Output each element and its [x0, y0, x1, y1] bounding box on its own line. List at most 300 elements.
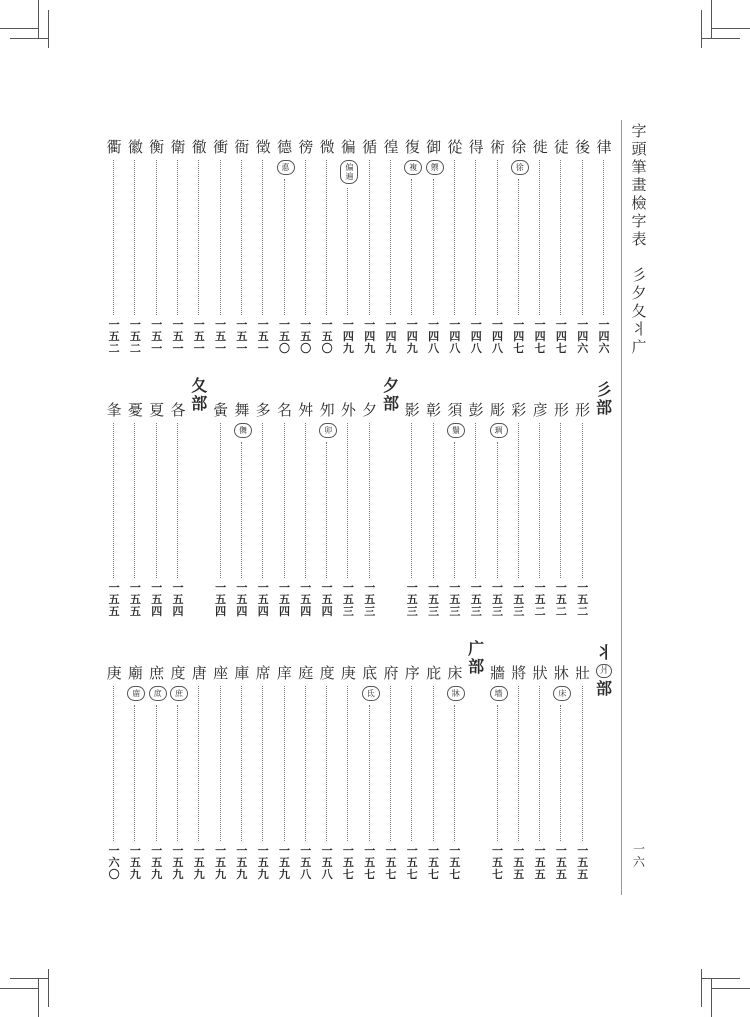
dot-leader: [156, 705, 157, 841]
dot-leader: [369, 423, 370, 578]
page-reference: 一 五 四: [151, 581, 163, 618]
variant-note: 庻: [149, 686, 167, 701]
entry-character: 將: [511, 664, 527, 682]
page-reference: 一 四 九: [342, 318, 354, 355]
page-reference: 一 五 三: [428, 581, 440, 618]
entry-character: 舞: [234, 401, 250, 419]
dot-leader: [305, 686, 306, 841]
entry-character: 術: [489, 138, 505, 156]
dot-leader: [539, 686, 540, 841]
entry-character: 多: [255, 401, 271, 419]
index-entry: [509, 401, 529, 626]
page-reference: 一 四 七: [534, 318, 546, 355]
dot-leader: [326, 160, 327, 315]
index-entry: [338, 138, 358, 363]
variant-note: 禦: [426, 160, 444, 175]
index-entry: [551, 664, 571, 889]
margin-rule: [621, 120, 622, 895]
dot-leader: [113, 160, 114, 315]
radical-glyph: 广: [468, 639, 485, 658]
page-reference: 一 六 〇: [108, 844, 120, 881]
entry-character: 序: [404, 664, 420, 682]
dot-leader: [518, 423, 519, 578]
page-reference: 一 五 四: [300, 581, 312, 618]
entry-character: 舛: [298, 401, 314, 419]
crop-mark: [10, 978, 48, 979]
index-entry: [147, 664, 167, 889]
page-reference: 一 四 八: [492, 318, 503, 355]
dot-leader: [113, 423, 114, 578]
crop-mark: [712, 988, 750, 989]
page-reference: 一 五 九: [236, 844, 248, 881]
index-entry: [488, 664, 508, 889]
crop-mark: [38, 0, 39, 38]
page-reference: 一 五 三: [406, 581, 418, 618]
page-reference: 一 五 九: [215, 844, 227, 881]
page-reference: 一 五 一: [257, 318, 269, 355]
index-entry: [338, 664, 358, 889]
crop-mark: [48, 969, 49, 1007]
index-entry: [125, 401, 145, 626]
entry-character: 彰: [426, 401, 442, 419]
dot-leader: [369, 160, 370, 315]
dot-leader: [305, 423, 306, 578]
dot-leader: [454, 160, 455, 315]
index-entry: [168, 138, 188, 363]
page-reference: 一 五 四: [321, 581, 333, 618]
entry-character: 徐: [511, 138, 527, 156]
variant-note: 卯: [319, 423, 337, 438]
index-entry: [573, 401, 593, 626]
page-reference: 一 五 四: [236, 581, 248, 618]
page-reference: 一 四 九: [364, 318, 376, 355]
dot-leader: [454, 705, 455, 841]
dot-leader: [560, 423, 561, 578]
radical-variant: 爿: [596, 664, 612, 678]
index-entry: [488, 401, 508, 626]
entry-character: 形: [553, 401, 569, 419]
dot-leader: [475, 423, 476, 578]
dot-leader: [326, 442, 327, 578]
page-reference: 一 五 四: [279, 581, 290, 618]
crop-mark: [701, 10, 702, 48]
page-reference: 一 五 九: [129, 844, 141, 881]
page-reference: 一 五 五: [577, 844, 589, 881]
page-reference: 一 四 八: [449, 318, 461, 355]
page-reference: 一 五 九: [257, 844, 269, 881]
index-entry: [594, 138, 614, 363]
page-reference: 一 四 六: [577, 318, 589, 355]
entry-character: 彩: [511, 401, 527, 419]
crop-mark: [10, 38, 48, 39]
index-entry: [573, 138, 593, 363]
dot-leader: [198, 160, 199, 315]
section-header: [594, 643, 614, 889]
dot-leader: [582, 423, 583, 578]
entry-character: 唐: [191, 664, 207, 682]
page-reference: 一 五 四: [215, 581, 227, 618]
page-reference: 一 五 七: [342, 844, 354, 881]
running-head: 字 頭 筆 畫 檢 字 表 彡 夕 夂 丬 广: [631, 122, 647, 356]
index-entry: [253, 138, 273, 363]
dot-leader: [156, 423, 157, 578]
page-reference: 一 五 〇: [321, 318, 333, 355]
page-reference: 一 五 七: [406, 844, 418, 881]
entry-character: 徨: [383, 138, 399, 156]
dot-leader: [241, 442, 242, 578]
crop-mark: [712, 28, 750, 29]
index-entry: [317, 664, 337, 889]
dot-leader: [411, 686, 412, 841]
dot-leader: [497, 442, 498, 578]
page-reference: 一 五 五: [534, 844, 546, 881]
page-reference: 一 四 九: [406, 318, 418, 355]
entry-character: 夏: [149, 401, 165, 419]
index-entry: [360, 138, 380, 363]
entry-character: 微: [319, 138, 335, 156]
entry-character: 須: [447, 401, 463, 419]
dot-leader: [411, 423, 412, 578]
page-reference: 一 五 四: [172, 581, 184, 618]
variant-note: 儛: [234, 423, 252, 438]
page-reference: 一 五 一: [151, 318, 163, 355]
page-reference: 一 五 二: [108, 318, 120, 355]
index-entry: [445, 138, 465, 363]
entry-character: 彭: [468, 401, 484, 419]
page-reference: 一 五 五: [108, 581, 120, 618]
variant-note: 複: [404, 160, 422, 175]
page-reference: 一 五 七: [364, 844, 376, 881]
page-reference: 一 五 九: [193, 844, 205, 881]
page-reference: 一 四 九: [385, 318, 397, 355]
index-entry: [253, 401, 273, 626]
dot-leader: [497, 705, 498, 841]
dot-leader: [241, 686, 242, 841]
dot-leader: [220, 686, 221, 841]
page-reference: 一 五 二: [129, 318, 141, 355]
page-reference: 一 五 五: [555, 844, 567, 881]
section-header: [594, 380, 614, 626]
entry-character: 底: [362, 664, 378, 682]
index-entry: [275, 138, 295, 363]
index-entry: [530, 664, 550, 889]
page-reference: 一 五 三: [449, 581, 461, 618]
index-entry: [253, 664, 273, 889]
index-entry: [402, 664, 422, 889]
entry-character: 庚: [106, 664, 122, 682]
index-entry: [211, 138, 231, 363]
index-entry: [104, 664, 124, 889]
entry-character: 庭: [298, 664, 314, 682]
dot-leader: [582, 160, 583, 315]
index-entry: [125, 664, 145, 889]
page-reference: 一 五 三: [470, 581, 482, 618]
index-entry: [338, 401, 358, 626]
entry-character: 席: [255, 664, 271, 682]
entry-character: 外: [340, 401, 356, 419]
radical-glyph: 彡: [595, 380, 612, 399]
dot-leader: [539, 160, 540, 315]
index-entry: [402, 138, 422, 363]
index-entry: [445, 664, 465, 889]
page-reference: 一 五 九: [172, 844, 184, 881]
entry-character: 復: [404, 138, 420, 156]
entry-character: 夆: [106, 401, 122, 419]
page-reference: 一 五 五: [129, 581, 141, 618]
index-entry: [211, 401, 231, 626]
page-reference: 一 五 二: [555, 581, 567, 618]
entry-character: 各: [170, 401, 186, 419]
index-entry: [402, 401, 422, 626]
page-reference: 一 五 九: [279, 844, 290, 881]
dot-leader: [582, 686, 583, 841]
page-reference: 一 五 一: [236, 318, 248, 355]
index-entry: [275, 664, 295, 889]
entry-character: 度: [170, 664, 186, 682]
dot-leader: [326, 686, 327, 841]
index-entry: [125, 138, 145, 363]
variant-note: 氐: [362, 686, 380, 701]
page-reference: 一 四 七: [513, 318, 525, 355]
dot-leader: [220, 423, 221, 578]
variant-note: 偏 遍: [340, 160, 358, 184]
crop-mark: [701, 969, 702, 1007]
index-entry: [424, 401, 444, 626]
section-header: [466, 639, 486, 889]
dot-leader: [390, 160, 391, 315]
page-reference: 一 五 九: [151, 844, 163, 881]
dot-leader: [262, 160, 263, 315]
entry-character: 徹: [191, 138, 207, 156]
dot-leader: [433, 686, 434, 841]
page-reference: 一 五 〇: [300, 318, 312, 355]
dot-leader: [560, 705, 561, 841]
dot-leader: [305, 160, 306, 315]
page-reference: 一 五 一: [215, 318, 227, 355]
page-reference: 一 五 一: [172, 318, 184, 355]
variant-note: 庿: [127, 686, 145, 701]
entry-character: 庫: [234, 664, 250, 682]
entry-character: 衝: [213, 138, 229, 156]
entry-character: 夕: [362, 401, 378, 419]
page-reference: 一 五 三: [342, 581, 354, 618]
entry-character: 徧: [340, 138, 356, 156]
dot-leader: [411, 179, 412, 315]
section-header: [189, 376, 209, 626]
entry-character: 庇: [426, 664, 442, 682]
entry-character: 德: [276, 138, 292, 156]
dot-leader: [262, 686, 263, 841]
entry-character: 循: [362, 138, 378, 156]
index-entry: [189, 664, 209, 889]
dot-leader: [454, 442, 455, 578]
section-label: 部: [382, 394, 399, 413]
variant-note: 床: [553, 686, 571, 701]
page-reference: 一 五 二: [577, 581, 589, 618]
entry-character: 庚: [340, 664, 356, 682]
page-reference: 一 五 七: [385, 844, 397, 881]
crop-mark: [702, 38, 740, 39]
index-entry: [360, 664, 380, 889]
radical-glyph: 夂: [191, 376, 208, 395]
index-entry: [104, 138, 124, 363]
section-label: 部: [191, 394, 208, 413]
dot-leader: [284, 179, 285, 315]
dot-leader: [347, 188, 348, 315]
page-reference: 一 五 五: [513, 844, 525, 881]
variant-note: 琱: [490, 423, 508, 438]
index-entry: [360, 401, 380, 626]
index-entry: [488, 138, 508, 363]
dot-leader: [241, 160, 242, 315]
entry-character: 徬: [298, 138, 314, 156]
index-entry: [573, 664, 593, 889]
entry-character: 衛: [170, 138, 186, 156]
entry-character: 徒: [553, 138, 569, 156]
index-entry: [147, 138, 167, 363]
entry-character: 憂: [127, 401, 143, 419]
entry-character: 床: [447, 664, 463, 682]
dot-leader: [518, 179, 519, 315]
index-entry: [466, 138, 486, 363]
index-entry: [168, 401, 188, 626]
page-reference: 一 五 一: [193, 318, 205, 355]
crop-mark: [0, 988, 38, 989]
entry-character: 廟: [127, 664, 143, 682]
crop-mark: [38, 979, 39, 1017]
entry-character: 衡: [149, 138, 165, 156]
index-entry: [317, 401, 337, 626]
dot-leader: [177, 423, 178, 578]
entry-character: 彦: [532, 401, 548, 419]
index-entry: [445, 401, 465, 626]
entry-character: 徵: [255, 138, 271, 156]
dot-leader: [262, 423, 263, 578]
entry-character: 牆: [489, 664, 505, 682]
section-label: 部: [468, 657, 485, 676]
dot-leader: [433, 423, 434, 578]
entry-character: 衢: [106, 138, 122, 156]
entry-character: 律: [596, 138, 612, 156]
entry-character: 後: [575, 138, 591, 156]
index-entry: [232, 664, 252, 889]
page-reference: 一 五 四: [257, 581, 269, 618]
radical-glyph: 夕: [382, 376, 399, 395]
entry-character: 衙: [234, 138, 250, 156]
entry-character: 徽: [127, 138, 143, 156]
dot-leader: [347, 423, 348, 578]
variant-note: 悳: [277, 160, 295, 175]
index-entry: [168, 664, 188, 889]
index-entry: [530, 138, 550, 363]
page-reference: 一 五 三: [492, 581, 503, 618]
page-reference: 一 五 八: [300, 844, 312, 881]
entry-character: 庠: [276, 664, 292, 682]
index-entry: [104, 401, 124, 626]
dot-leader: [390, 686, 391, 841]
page-reference: 一 四 六: [598, 318, 610, 355]
dot-leader: [198, 686, 199, 841]
entry-character: 庶: [149, 664, 165, 682]
index-entry: [232, 138, 252, 363]
entry-character: 狀: [532, 664, 548, 682]
crop-mark: [711, 979, 712, 1017]
index-entry: [466, 401, 486, 626]
dot-leader: [603, 160, 604, 315]
index-entry: [296, 401, 316, 626]
dot-leader: [177, 705, 178, 841]
page-reference: 一 五 二: [534, 581, 546, 618]
crop-mark: [0, 28, 38, 29]
entry-character: 夤: [213, 401, 229, 419]
variant-note: 鬚: [447, 423, 465, 438]
dot-leader: [560, 160, 561, 315]
dot-leader: [156, 160, 157, 315]
entry-character: 牀: [553, 664, 569, 682]
entry-character: 壯: [575, 664, 591, 682]
dot-leader: [433, 179, 434, 315]
entry-character: 彫: [489, 401, 505, 419]
dot-leader: [539, 423, 540, 578]
index-entry: [551, 401, 571, 626]
dot-leader: [134, 705, 135, 841]
index-entry: [317, 138, 337, 363]
dot-leader: [284, 686, 285, 841]
page-reference: 一 五 七: [428, 844, 440, 881]
index-entry: [424, 664, 444, 889]
dot-leader: [134, 423, 135, 578]
dot-leader: [284, 423, 285, 578]
entry-character: 度: [319, 664, 335, 682]
page-reference: 一 五 〇: [279, 318, 290, 355]
entry-character: 得: [468, 138, 484, 156]
index-entry: [509, 138, 529, 363]
variant-note: 牀: [447, 686, 465, 701]
index-entry: [530, 401, 550, 626]
page-reference: 一 五 八: [321, 844, 333, 881]
section-header: [381, 376, 401, 626]
dot-leader: [347, 686, 348, 841]
crop-mark: [711, 0, 712, 38]
index-entry: [551, 138, 571, 363]
index-entry: [381, 138, 401, 363]
variant-note: 庶: [170, 686, 188, 701]
page-reference: 一 四 七: [555, 318, 567, 355]
page-reference: 一 五 三: [513, 581, 525, 618]
dot-leader: [220, 160, 221, 315]
index-entry: [296, 138, 316, 363]
index-entry: [189, 138, 209, 363]
index-entry: [509, 664, 529, 889]
entry-character: 形: [575, 401, 591, 419]
page-number: 一 六: [632, 842, 645, 869]
page-reference: 一 四 八: [470, 318, 482, 355]
entry-character: 影: [404, 401, 420, 419]
radical-glyph: 丬: [595, 643, 612, 662]
dot-leader: [134, 160, 135, 315]
dot-leader: [518, 686, 519, 841]
variant-note: 墻: [490, 686, 508, 701]
page-reference: 一 五 七: [492, 844, 503, 881]
dot-leader: [177, 160, 178, 315]
dot-leader: [113, 686, 114, 841]
page-reference: 一 五 七: [449, 844, 461, 881]
entry-character: 徙: [532, 138, 548, 156]
entry-character: 夘: [319, 401, 335, 419]
entry-character: 從: [447, 138, 463, 156]
entry-character: 名: [276, 401, 292, 419]
entry-character: 府: [383, 664, 399, 682]
